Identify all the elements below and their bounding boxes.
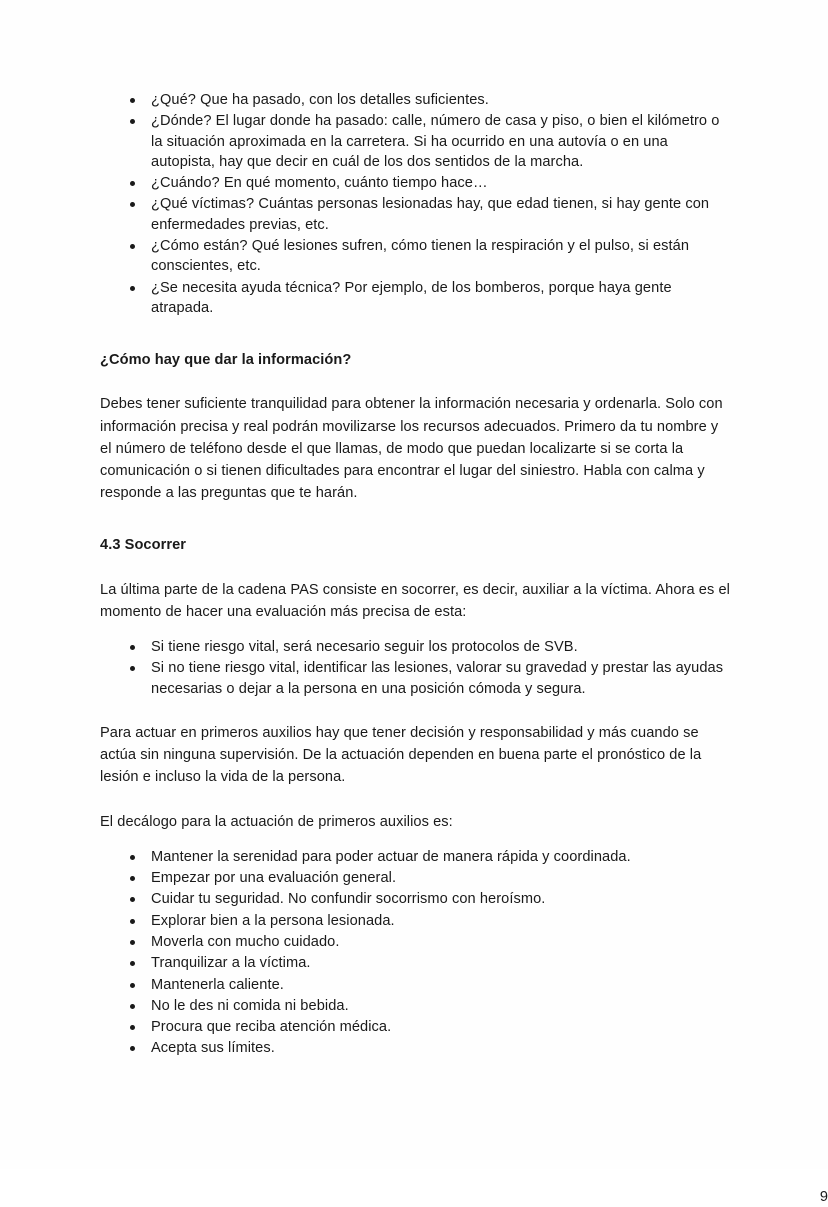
list-item: Tranquilizar a la víctima. (100, 953, 730, 973)
decalogue-intro-paragraph: El decálogo para la actuación de primeros auxilios es: (100, 813, 453, 830)
list-item: Moverla con mucho cuidado. (100, 932, 730, 952)
socorrer-intro-paragraph: La última parte de la cadena PAS consiste en socorrer, es decir, auxiliar a la víctima. Ahora es el momento de hacer una evaluación más precisa de esta: (100, 581, 730, 620)
list-item: No le des ni comida ni bebida. (100, 996, 730, 1016)
list-item: ¿Qué? Que ha pasado, con los detalles suficientes. (100, 90, 730, 110)
page-content (100, 90, 828, 1205)
socorrer-section-heading: 4.3 Socorrer (100, 537, 187, 554)
list-item: Mantener la serenidad para poder actuar de manera rápida y coordinada. (100, 847, 730, 867)
spacer (100, 833, 730, 847)
spacer (100, 319, 730, 349)
list-item: ¿Se necesita ayuda técnica? Por ejemplo, de los bomberos, porque haya gente atrapada. (100, 278, 730, 319)
list-item: Empezar por una evaluación general. (100, 868, 730, 888)
responsibility-paragraph: Para actuar en primeros auxilios hay que tener decisión y responsabilidad y más cuando se actúa sin ninguna supervisión. De la actuación dependen en buena parte el pronóstico de la lesión e incluso la vida de la persona. (100, 724, 702, 786)
list-item: ¿Cómo están? Qué lesiones sufren, cómo tienen la respiración y el pulso, si están conscientes, etc. (100, 236, 730, 277)
list-item: Acepta sus límites. (100, 1038, 730, 1058)
list-item: Procura que reciba atención médica. (100, 1017, 730, 1037)
list-item: ¿Cuándo? En qué momento, cuánto tiempo hace… (100, 173, 730, 193)
evaluation-list (100, 637, 730, 699)
list-item: Explorar bien a la persona lesionada. (100, 911, 730, 931)
spacer (100, 700, 730, 722)
spacer (100, 504, 730, 534)
list-item: ¿Qué víctimas? Cuántas personas lesionadas hay, que edad tienen, si hay gente con enfermedades previas, etc. (100, 194, 730, 235)
list-item: Si no tiene riesgo vital, identificar las lesiones, valorar su gravedad y prestar las ayudas necesarias o dejar a la persona en una posición cómoda y segura. (100, 658, 730, 699)
decalogue-list (100, 847, 730, 1059)
list-item: ¿Dónde? El lugar donde ha pasado: calle, número de casa y piso, o bien el kilómetro o la situación aproximada en la carretera. Si ha ocurrido en una autovía o en una autopista, hay que decir en cuál de los dos sentidos de la marcha. (100, 111, 730, 172)
info-section-heading: ¿Cómo hay que dar la información? (100, 352, 352, 369)
spacer (100, 371, 730, 393)
page-number: 9 (819, 1189, 828, 1205)
spacer (100, 789, 730, 811)
spacer (100, 623, 730, 637)
info-section-paragraph: Debes tener suficiente tranquilidad para obtener la información necesaria y ordenarla. Solo con información precisa y real podrán movilizarse los recursos adecuados. Primero da tu nombre y el número de teléfono desde el que llamas, de modo que puedan localizarte si se corta la comunicación o si tienen dificultades para encontrar el lugar del siniestro. Habla con calma y responde a las preguntas que te harán. (100, 396, 723, 502)
list-item: Si tiene riesgo vital, será necesario seguir los protocolos de SVB. (100, 637, 730, 657)
questions-list (100, 90, 730, 318)
spacer (100, 557, 730, 579)
list-item: Mantenerla caliente. (100, 975, 730, 995)
list-item: Cuidar tu seguridad. No confundir socorrismo con heroísmo. (100, 889, 730, 909)
